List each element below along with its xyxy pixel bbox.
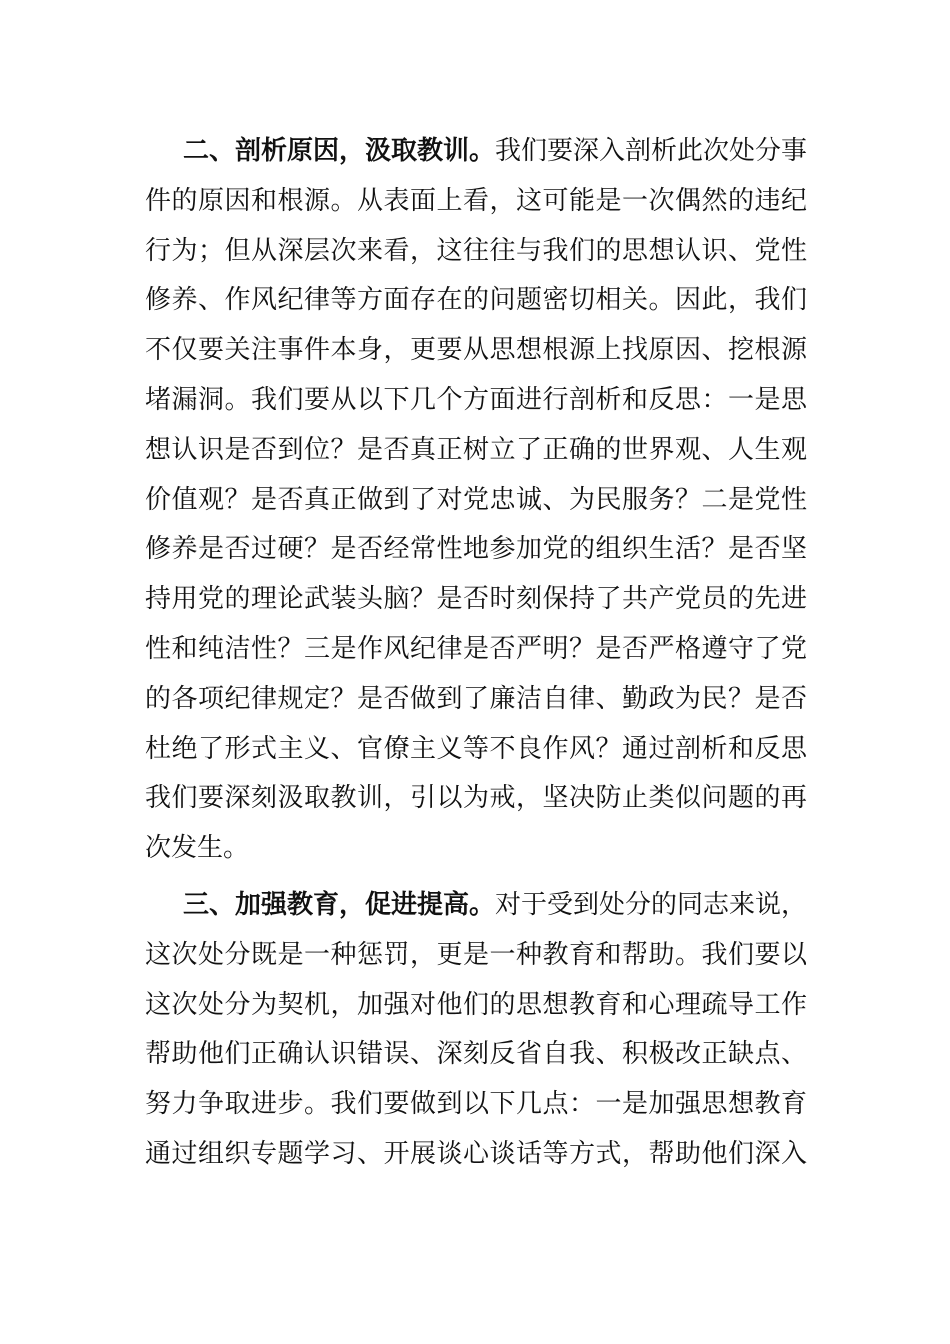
paragraph-line: 次发生。 (145, 833, 250, 864)
paragraph-first-line (145, 127, 807, 177)
paragraph-line: 这次处分既是一种惩罚，更是一种教育和帮助。我们要以 (145, 939, 807, 970)
section-education (145, 881, 807, 1180)
paragraph-line: 修养、作风纪律等方面存在的问题密切相关。因此，我们 (145, 285, 807, 316)
section-heading: 三、加强教育，促进提高。 (183, 889, 496, 920)
paragraph-line: 行为；但从深层次来看，这往往与我们的思想认识、党性 (145, 235, 807, 266)
paragraph-line: 我们要深刻汲取教训，引以为戒，坚决防止类似问题的再 (145, 783, 807, 814)
paragraph-line: 性和纯洁性？三是作风纪律是否严明？是否严格遵守了党 (145, 633, 807, 664)
paragraph-line: 价值观？是否真正做到了对党忠诚、为民服务？二是党性 (145, 484, 807, 515)
paragraph-line: 这次处分为契机，加强对他们的思想教育和心理疏导工作 (145, 989, 807, 1020)
paragraph-spacing (145, 874, 807, 881)
paragraph-line: 堵漏洞。我们要从以下几个方面进行剖析和反思：一是思 (145, 384, 807, 415)
paragraph-line: 通过组织专题学习、开展谈心谈话等方式，帮助他们深入 (145, 1138, 807, 1169)
document-page (145, 127, 807, 1180)
paragraph-line: 持用党的理论武装头脑？是否时刻保持了共产党员的先进 (145, 584, 807, 615)
section-heading: 二、剖析原因，汲取教训。 (183, 136, 496, 166)
paragraph-line: 件的原因和根源。从表面上看，这可能是一次偶然的违纪 (145, 185, 807, 216)
paragraph-line: 想认识是否到位？是否真正树立了正确的世界观、人生观 (145, 434, 807, 465)
paragraph-line: 不仅要关注事件本身，更要从思想根源上找原因、挖根源 (145, 335, 807, 366)
paragraph-line: 杜绝了形式主义、官僚主义等不良作风？通过剖析和反思 (145, 733, 807, 764)
paragraph-line: 的各项纪律规定？是否做到了廉洁自律、勤政为民？是否 (145, 683, 807, 714)
paragraph-line: 修养是否过硬？是否经常性地参加党的组织生活？是否坚 (145, 534, 807, 565)
paragraph-text: 对于受到处分的同志来说， (495, 889, 808, 920)
section-analysis (145, 127, 807, 874)
paragraph-first-line (145, 881, 807, 931)
paragraph-text: 我们要深入剖析此次处分事 (495, 136, 808, 166)
paragraph-line: 努力争取进步。我们要做到以下几点：一是加强思想教育 (145, 1089, 807, 1120)
paragraph-line: 帮助他们正确认识错误、深刻反省自我、积极改正缺点、 (145, 1039, 807, 1070)
